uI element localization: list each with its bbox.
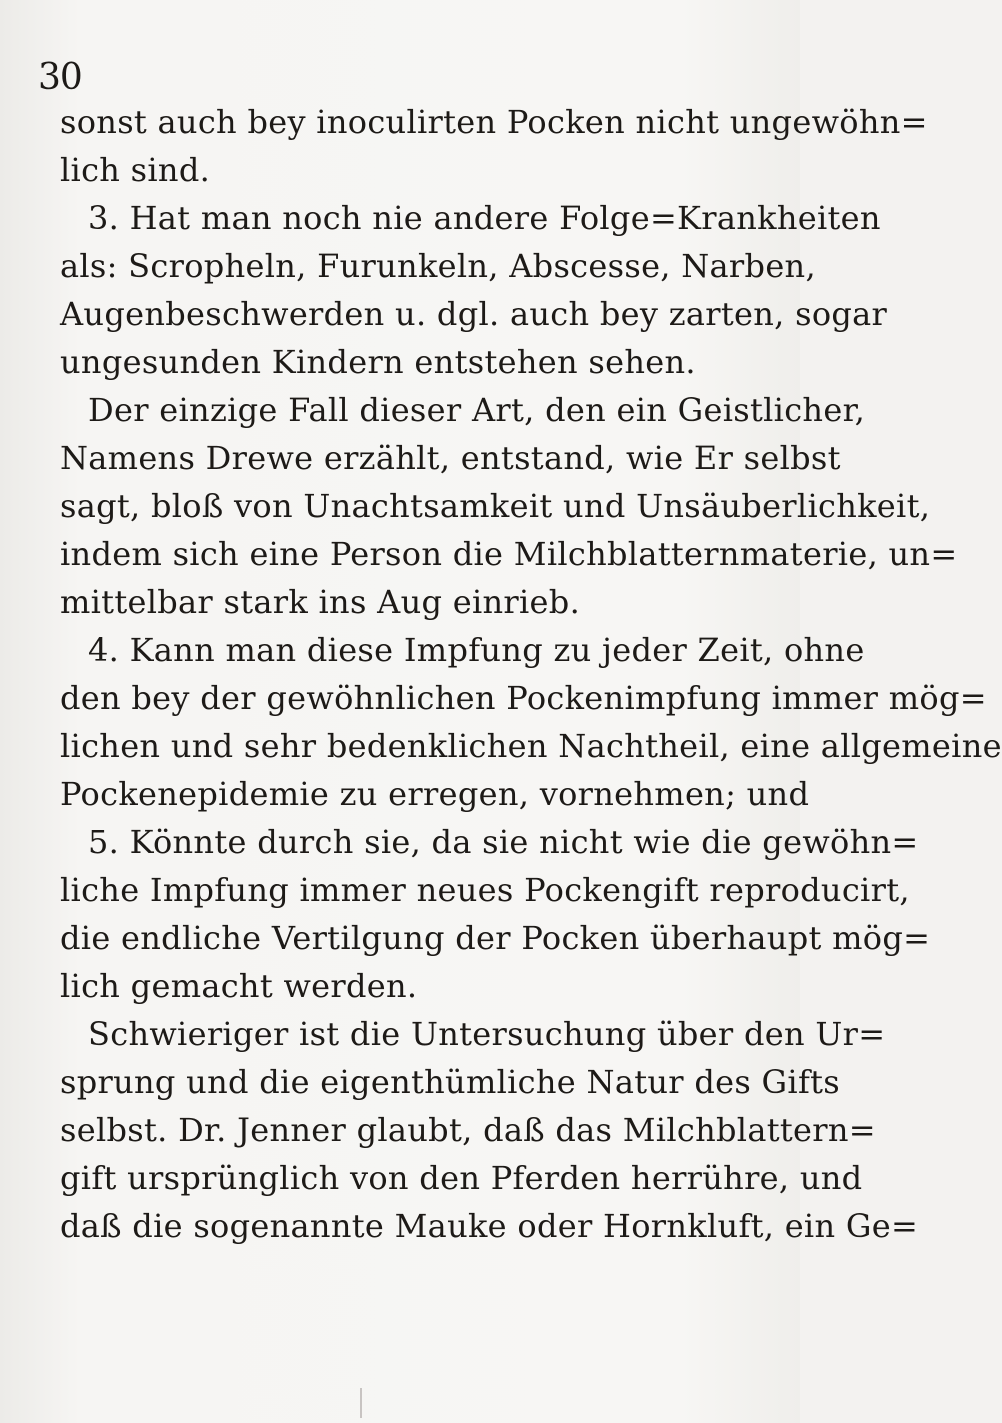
page-number: 30: [38, 57, 82, 98]
text-line-10: indem sich eine Person die Milchblatternmaterie, un=: [60, 535, 958, 573]
text-line-8: Namens Drewe erzählt, entstand, wie Er selbst: [60, 439, 841, 477]
text-line-13: den bey der gewöhnlichen Pockenimpfung immer mög=: [60, 679, 987, 717]
text-line-2: lich sind.: [60, 151, 211, 189]
text-line-15: Pockenepidemie zu erregen, vornehmen; und: [60, 775, 810, 813]
text-line-23: gift ursprünglich von den Pferden herrühre, und: [60, 1159, 863, 1197]
text-line-22: selbst. Dr. Jenner glaubt, daß das Milchblattern=: [60, 1111, 876, 1149]
text-line-21: sprung und die eigenthümliche Natur des Gifts: [60, 1063, 840, 1101]
text-line-3: 3. Hat man noch nie andere Folge=Krankheiten: [88, 199, 881, 237]
text-line-24: daß die sogenannte Mauke oder Hornkluft, ein Ge=: [60, 1207, 919, 1245]
text-line-6: ungesunden Kindern entstehen sehen.: [60, 343, 696, 381]
text-line-5: Augenbeschwerden u. dgl. auch bey zarten, sogar: [60, 295, 888, 333]
scan-mark: [360, 1388, 362, 1418]
text-line-18: die endliche Vertilgung der Pocken überhaupt mög=: [60, 919, 931, 957]
text-line-14: lichen und sehr bedenklichen Nachtheil, eine allgemeine: [60, 727, 1002, 765]
text-line-12: 4. Kann man diese Impfung zu jeder Zeit, ohne: [88, 631, 865, 669]
text-line-17: liche Impfung immer neues Pockengift reproducirt,: [60, 871, 910, 909]
text-line-16: 5. Könnte durch sie, da sie nicht wie die gewöhn=: [88, 823, 919, 861]
text-line-20: Schwieriger ist die Untersuchung über den Ur=: [88, 1015, 886, 1053]
text-line-19: lich gemacht werden.: [60, 967, 418, 1005]
text-line-7: Der einzige Fall dieser Art, den ein Geistlicher,: [88, 391, 866, 429]
text-line-11: mittelbar stark ins Aug einrieb.: [60, 583, 581, 621]
text-line-1: sonst auch bey inoculirten Pocken nicht ungewöhn=: [60, 103, 928, 141]
text-line-9: sagt, bloß von Unachtsamkeit und Unsäuberlichkeit,: [60, 487, 931, 525]
text-line-4: als: Scropheln, Furunkeln, Abscesse, Narben,: [60, 247, 816, 285]
